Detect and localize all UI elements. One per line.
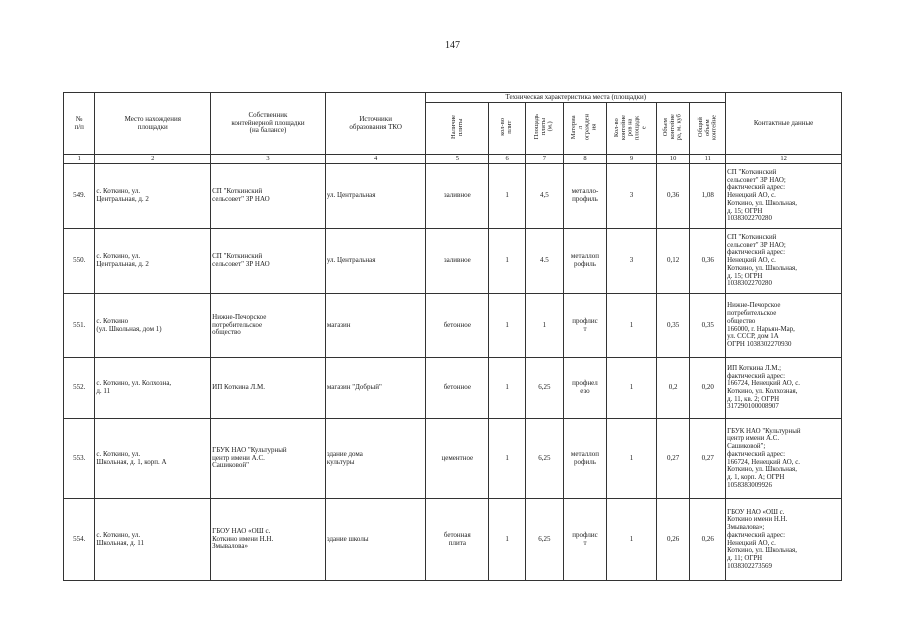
header-plate-area-cell xyxy=(525,103,563,155)
plate-area-cell: 4.5 xyxy=(525,229,563,294)
container-count-cell: 3 xyxy=(607,164,657,229)
header-fence-material-cell xyxy=(563,103,606,155)
header-surface-cell xyxy=(426,103,489,155)
header-surface: Наличие плиты xyxy=(449,115,464,140)
contacts-cell: ИП Коткина Л.М.; фактический адрес: 166724, Ненецкий АО, с. Коткино, ул. Колхозная, д. 11, кв. 2; ОГРН 317290100008907 xyxy=(726,358,842,419)
location-cell: с. Коткино, ул. Центральная, д. 2 xyxy=(95,164,211,229)
header-sources: Источники образования ТКО xyxy=(325,93,426,155)
header-total-volume: Общий объем контейнe xyxy=(696,114,718,140)
owner-cell: Нижне-Печорское потребительское общество xyxy=(211,294,326,358)
column-number: 2 xyxy=(95,155,211,164)
header-total-volume-cell xyxy=(690,103,726,155)
container-volume-cell: 0,27 xyxy=(656,419,690,499)
sources-cell: ул. Центральная xyxy=(325,229,426,294)
container-volume-cell: 0,26 xyxy=(656,499,690,581)
total-volume-cell: 0,26 xyxy=(690,499,726,581)
total-volume-cell: 0,27 xyxy=(690,419,726,499)
container-volume-cell: 0,12 xyxy=(656,229,690,294)
contacts-cell: СП "Коткинский сельсовет" ЗР НАО; фактический адрес: Ненецкий АО, с. Коткино, ул. Школьная, д. 15; ОГРН 1038302270280 xyxy=(726,229,842,294)
table-row xyxy=(64,499,842,581)
header-owner: Собственник контейнерной площадки (на балансе) xyxy=(211,93,326,155)
header-location: Место нахождения площадки xyxy=(95,93,211,155)
row-number: 552. xyxy=(64,358,95,419)
table-row xyxy=(64,294,842,358)
column-number: 4 xyxy=(325,155,426,164)
contacts-cell: Нижне-Печорское потребительское общество 166000, г. Нарьян-Мар, ул. СССР, дом 1А ОГРН 1038302270930 xyxy=(726,294,842,358)
total-volume-cell: 0,36 xyxy=(690,229,726,294)
container-count-cell: 1 xyxy=(607,358,657,419)
column-number: 1 xyxy=(64,155,95,164)
container-count-cell: 1 xyxy=(607,294,657,358)
location-cell: с. Коткино (ул. Школьная, дом 1) xyxy=(95,294,211,358)
surface-cell: бетонное xyxy=(426,358,489,419)
surface-cell: заливное xyxy=(426,164,489,229)
contacts-cell: СП "Коткинский сельсовет" ЗР НАО; фактический адрес: Ненецкий АО, с. Коткино, ул. Школьная, д. 15; ОГРН 1038302270280 xyxy=(726,164,842,229)
column-number: 5 xyxy=(426,155,489,164)
table-row xyxy=(64,229,842,294)
column-number: 7 xyxy=(525,155,563,164)
location-cell: с. Коткино, ул. Колхозна, д. 11 xyxy=(95,358,211,419)
column-number: 6 xyxy=(489,155,526,164)
plates-cell: 1 xyxy=(489,229,526,294)
plate-area-cell: 1 xyxy=(525,294,563,358)
plate-area-cell: 4,5 xyxy=(525,164,563,229)
plate-area-cell: 6,25 xyxy=(525,358,563,419)
fence-material-cell: профлис т xyxy=(563,499,606,581)
surface-cell: цементное xyxy=(426,419,489,499)
column-number: 3 xyxy=(211,155,326,164)
column-number-row xyxy=(64,155,842,164)
column-number: 12 xyxy=(726,155,842,164)
container-volume-cell: 0,35 xyxy=(656,294,690,358)
container-volume-cell: 0,2 xyxy=(656,358,690,419)
surface-cell: заливное xyxy=(426,229,489,294)
plates-cell: 1 xyxy=(489,164,526,229)
header-contacts: Контактные данные xyxy=(726,93,842,155)
owner-cell: ИП Коткина Л.М. xyxy=(211,358,326,419)
table-row xyxy=(64,164,842,229)
plates-cell: 1 xyxy=(489,358,526,419)
row-number: 553. xyxy=(64,419,95,499)
column-number: 8 xyxy=(563,155,606,164)
fence-material-cell: профлис т xyxy=(563,294,606,358)
container-volume-cell: 0,36 xyxy=(656,164,690,229)
contacts-cell: ГБОУ НАО «ОШ с. Коткино имени Н.Н. Змывалова»; фактический адрес: Ненецкий АО, с. Коткино, ул. Школьная, д. 11; ОГРН 1038302273569 xyxy=(726,499,842,581)
header-row xyxy=(64,93,842,103)
location-cell: с. Коткино, ул. Школьная, д. 1, корп. А xyxy=(95,419,211,499)
header-no: № п/п xyxy=(64,93,95,155)
plates-cell: 1 xyxy=(489,294,526,358)
row-number: 554. xyxy=(64,499,95,581)
plates-cell: 1 xyxy=(489,419,526,499)
container-count-cell: 1 xyxy=(607,419,657,499)
header-container-volume-cell xyxy=(656,103,690,155)
header-container-volume: Объем контейне ра, м. куб xyxy=(661,113,683,141)
container-count-cell: 3 xyxy=(607,229,657,294)
fence-material-cell: металло- профиль xyxy=(563,164,606,229)
surface-cell: бетонная плита xyxy=(426,499,489,581)
sources-cell: здание школы xyxy=(325,499,426,581)
row-number: 549. xyxy=(64,164,95,229)
owner-cell: ГБУК НАО "Культурный центр имени А.С. Сашиковой" xyxy=(211,419,326,499)
header-tech-group: Техническая характеристика места (площадки) xyxy=(426,93,726,103)
owner-cell: СП "Коткинский сельсовет" ЗР НАО xyxy=(211,164,326,229)
plate-area-cell: 6,25 xyxy=(525,499,563,581)
plates-cell: 1 xyxy=(489,499,526,581)
container-sites-table xyxy=(63,92,842,581)
column-number: 11 xyxy=(690,155,726,164)
table-row xyxy=(64,419,842,499)
contacts-cell: ГБУК НАО "Культурный центр имени А.С. Сашиковой"; фактический адрес: 166724, Ненецкий АО, с. Коткино, ул. Школьная, д. 1, корп. А; ОГРН 1058383009926 xyxy=(726,419,842,499)
owner-cell: СП "Коткинский сельсовет" ЗР НАО xyxy=(211,229,326,294)
surface-cell: бетонное xyxy=(426,294,489,358)
sources-cell: магазин xyxy=(325,294,426,358)
sources-cell: здание дома культуры xyxy=(325,419,426,499)
sources-cell: ул. Центральная xyxy=(325,164,426,229)
header-plates: кол-во плит xyxy=(499,118,514,136)
total-volume-cell: 0,20 xyxy=(690,358,726,419)
owner-cell: ГБОУ НАО «ОШ с. Коткино имени Н.Н. Змывалова» xyxy=(211,499,326,581)
header-plate-area: Площадь плиты (м.) xyxy=(533,114,554,140)
header-plates-cell xyxy=(489,103,526,155)
total-volume-cell: 1,08 xyxy=(690,164,726,229)
location-cell: с. Коткино, ул. Школьная, д. 11 xyxy=(95,499,211,581)
total-volume-cell: 0,35 xyxy=(690,294,726,358)
container-count-cell: 1 xyxy=(607,499,657,581)
fence-material-cell: металлоп рофиль xyxy=(563,419,606,499)
page-number: 147 xyxy=(445,40,460,51)
table-row xyxy=(64,358,842,419)
sources-cell: магазин "Добрый" xyxy=(325,358,426,419)
location-cell: с. Коткино, ул. Центральная, д. 2 xyxy=(95,229,211,294)
fence-material-cell: металлоп рофиль xyxy=(563,229,606,294)
fence-material-cell: профнел езо xyxy=(563,358,606,419)
column-number: 9 xyxy=(607,155,657,164)
header-container-count-cell xyxy=(607,103,657,155)
header-container-count: Кол-во контейне ров на площадк е xyxy=(613,114,648,140)
header-fence-material: Материа л огражден ия xyxy=(570,113,598,141)
column-number: 10 xyxy=(656,155,690,164)
plate-area-cell: 6,25 xyxy=(525,419,563,499)
row-number: 550. xyxy=(64,229,95,294)
row-number: 551. xyxy=(64,294,95,358)
